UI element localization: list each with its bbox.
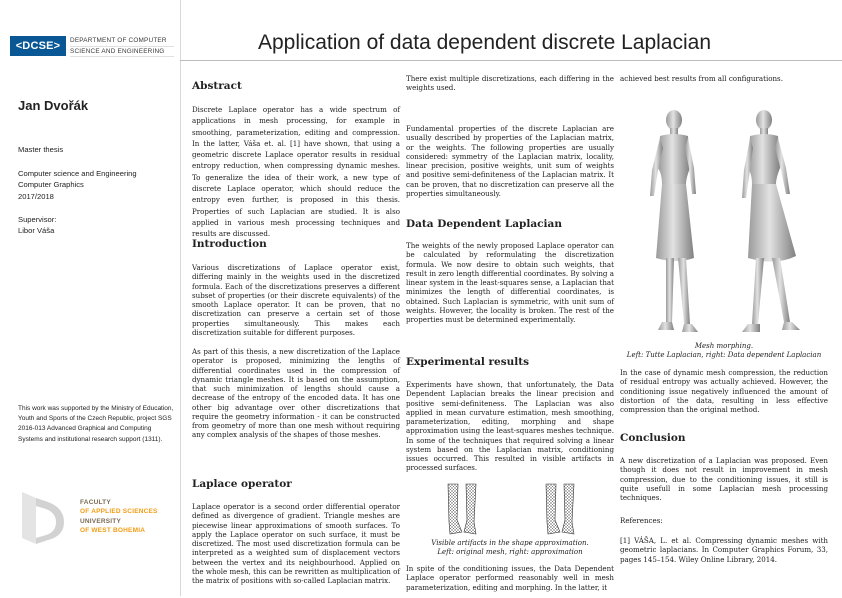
study-program: Computer science and Engineering bbox=[18, 169, 137, 178]
abstract-paragraph: Discrete Laplace operator has a wide spectrum of applications in mesh processing, for example in smoothing, parameterization, editing and compression. In the latter, Váša et. al. [1] have shown, that using a geometric discrete Laplace operator results in residual entropy reduction, when compressing dynamic meshes. To generalize the idea of their work, a new type of discrete Laplace operator, which should reduce the entropy even further, is proposed in this thesis. Properties of such Laplacian are studied. It is also applied in various mesh processing techniques and results are discussed. bbox=[192, 105, 400, 239]
laplace-properties-text bbox=[406, 124, 614, 204]
experimental-text-2 bbox=[406, 564, 614, 598]
study-year: 2017/2018 bbox=[18, 191, 54, 201]
laplace-text-col2-spacer bbox=[406, 74, 614, 99]
support-note: This work was supported by the Ministry of Education, Youth and Sports of the Czech Republic, project SGS 2016-013 Advanced Graphical and Computing Systems and institutional research support (1311). bbox=[18, 405, 174, 443]
references-heading: References: bbox=[620, 516, 663, 525]
approximation-caption-line-1: Visible artifacts in the shape approximation. bbox=[431, 539, 589, 547]
experimental-paragraph-2-start: In spite of the conditioning issues, the Data Dependent Laplace operator performed reasonably well in mesh parameterization, editing and morphing. In the latter, it bbox=[406, 564, 614, 592]
study-field: Computer Graphics bbox=[18, 180, 84, 190]
author-name: Jan Dvořák bbox=[18, 98, 89, 113]
morphing-caption bbox=[620, 342, 828, 360]
faculty-name bbox=[80, 498, 158, 536]
thesis-type: Master thesis bbox=[18, 145, 64, 154]
experimental-paragraph-1: Experiments have shown, that unfortunately, the Data Dependent Laplacian breaks the linear precision and positive semi-definiteness. The Laplacian was also applied in mean curvature estimation, mesh smoothing, parameterization, editing, morphing and shape approximation using the least-squares meshes technique. In some of the techniques that required solving a linear system based on the Laplacian matrix, conditioning issues occurred. This resulted in visible artifacts in processed surfaces. bbox=[406, 380, 614, 473]
morphing-caption-line-1: Mesh morphing. bbox=[694, 342, 754, 350]
department-line-2: SCIENCE AND ENGINEERING bbox=[70, 47, 174, 58]
original-legs bbox=[448, 484, 476, 534]
experimental-paragraph-3: In the case of dynamic mesh compression, the reduction of residual entropy was actually achieved. However, the conditioning issue negatively influenced the amount of distortion of the data, resulting in less effective compression than the original method. bbox=[620, 368, 828, 414]
conclusion-heading: Conclusion bbox=[620, 432, 686, 444]
morphing-caption-line-2: Left: Tutte Laplacian, right: Data dependent Laplacian bbox=[626, 351, 822, 359]
experimental-paragraph-2-continued: achieved best results from all configurations. bbox=[620, 74, 783, 83]
faculty-line-1: FACULTY bbox=[80, 499, 111, 506]
ddl-text bbox=[406, 241, 614, 330]
figure-data-dependent-laplacian bbox=[742, 110, 800, 332]
supervisor-label: Supervisor: bbox=[18, 215, 57, 224]
ddl-paragraph: The weights of the newly proposed Laplace operator can be calculated by reformulating the discretization formula. We now desire to obtain such weights, that result in zero length differential coordinates. By solving a linear system in the least-squares sense, a Laplacian that minimizes the length of differential coordinates, is obtained. Such Laplacian is symmetric, with unit sum of weights. However, the locality is broken. The rest of the properties must be determined experimentally. bbox=[406, 241, 614, 324]
experimental-text bbox=[406, 380, 614, 479]
fav-logo-icon bbox=[22, 492, 72, 544]
laplace-text-col1 bbox=[192, 502, 400, 591]
abstract-text bbox=[192, 104, 400, 246]
abstract-heading: Abstract bbox=[192, 80, 242, 92]
faculty-line-4: OF WEST BOHEMIA bbox=[80, 527, 146, 535]
ddl-heading: Data Dependent Laplacian bbox=[406, 218, 562, 230]
department-name bbox=[70, 36, 174, 57]
approximation-figure bbox=[440, 482, 590, 538]
approximation-caption-line-2: Left: original mesh, right: approximation bbox=[437, 548, 583, 556]
laplace-heading: Laplace operator bbox=[192, 478, 292, 490]
faculty-line-3: UNIVERSITY bbox=[80, 517, 122, 525]
conclusion-paragraph: A new discretization of a Laplacian was proposed. Even though it does not result in improvement in mesh compression, due to the conditioning issues, it still is quite usefull in some Laplacian mesh processing techniques. bbox=[620, 456, 828, 502]
introduction-paragraph-1: Various discretizations of Laplace operator exist, differing mainly in the weights used in the discretized formula. Each of the discretizations preserves a different subset of properties (or their discrete equivalents) of the smooth Laplace operator. It can be proven, that no discretization can preserve a certain set of those properties simultaneously. This makes each discretization suitable for different purposes. bbox=[192, 263, 400, 337]
introduction-text bbox=[192, 263, 400, 446]
introduction-heading: Introduction bbox=[192, 238, 267, 250]
supervisor-name: Libor Váša bbox=[18, 226, 55, 236]
department-line-1: DEPARTMENT OF COMPUTER bbox=[70, 36, 174, 47]
experimental-text-3 bbox=[620, 74, 828, 89]
approximation-caption bbox=[406, 539, 614, 557]
sidebar bbox=[0, 0, 181, 596]
approximated-legs bbox=[546, 484, 574, 534]
conclusion-text bbox=[620, 456, 828, 508]
morphing-figure bbox=[636, 108, 832, 340]
poster-title: Application of data dependent discrete Laplacian bbox=[258, 31, 711, 54]
title-divider bbox=[180, 60, 842, 61]
laplace-paragraph-1: Laplace operator is a second order differential operator defined as divergence of gradient. Triangle meshes are piecewise linear approximations of smooth surfaces. To apply the Laplace operator on such surface, it must be discretized. The most used discretization formula can be interpreted as a weighted sum of displacement vectors between the vertex and its neighbourhood. Applied on the whole mesh, this can be rewritten as multiplication of the matrix of positions with so-called Laplacian matrix. bbox=[192, 502, 400, 585]
laplace-paragraph-1-continued: There exist multiple discretizations, each differing in the weights used. bbox=[406, 74, 614, 93]
compression-text bbox=[620, 368, 828, 420]
laplace-paragraph-2: Fundamental properties of the discrete Laplacian are usually described by properties of the Laplacian matrix, or the weights. The following properties are usually considered: symmetry of the Laplacian matrix, locality, linear precision, positive weights, unit sum of weights and positive semi-definiteness of the Laplacian matrix. It can be proven, that no discretization can preserve all the properties simultaneously. bbox=[406, 124, 614, 198]
figure-tutte-laplacian bbox=[650, 110, 698, 332]
experimental-heading: Experimental results bbox=[406, 356, 530, 368]
reference-1: [1] VÁŠA, L. et al. Compressing dynamic meshes with geometric laplacians. In Computer Graphics Forum, 33, pages 145–154. Wiley Online Library, 2014. bbox=[620, 536, 828, 564]
dcse-logo: <DCSE> bbox=[10, 36, 66, 56]
faculty-line-2: OF APPLIED SCIENCES bbox=[80, 508, 158, 516]
introduction-paragraph-2: As part of this thesis, a new discretization of the Laplace operator is proposed, minimizing the lengths of differential coordinates used in the compression of dynamic triangle meshes. It is based on the assumption, that such minimization of lengths should cause a decrease of the entropy of the encoded data. It has one other big advantage over other discretizations that require the geometry information - it can be constructed from geometry of more than one mesh without requiring any complex analysis of the shapes of those meshes. bbox=[192, 347, 400, 440]
